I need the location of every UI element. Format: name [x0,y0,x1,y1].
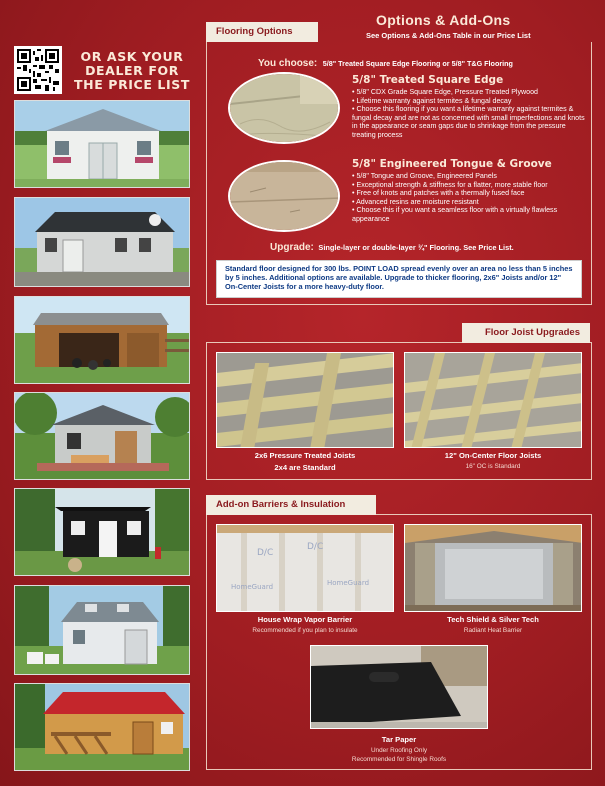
qr-code-icon [17,49,59,91]
tar-paper-photo [310,645,488,729]
you-choose-line [258,58,513,69]
ask-dealer-text: OR ASK YOUR DEALER FOR THE PRICE LIST [74,49,190,92]
tab-barriers-insulation: Add-on Barriers & Insulation [206,495,376,515]
qr-code[interactable] [14,46,62,94]
upgrade-text: Single-layer or double-layer ¾" Flooring. See Price List. [318,243,514,252]
svg-text:HomeGuard: HomeGuard [231,583,274,591]
joist-12oc-photo [404,352,582,448]
tar-paper-sub2: Recommended for Shingle Roofs [351,756,447,763]
tech-shield-caption: Tech Shield & Silver Tech [447,615,539,624]
square-edge-floor-photo [228,72,340,144]
shed-photo-black-modern [14,488,190,576]
list-item: • Advanced resins are moisture resistant [352,198,588,207]
you-choose-text: 5/8" Treated Square Edge Flooring or 5/8" T&G Flooring [322,59,513,68]
page-title: Options & Add-Ons [376,12,511,28]
list-item: • 5/8" Tongue and Groove, Engineered Panels [352,172,588,181]
list-item: • Exceptional strength & stiffness for a flatter, more stable floor [352,181,588,190]
tech-shield-sub: Radiant Heat Barrier [463,627,523,634]
joist-2x6-sub: 2x4 are Standard [274,463,336,472]
list-item: • 5/8" CDX Grade Square Edge, Pressure Treated Plywood [352,88,588,97]
joist-2x6-photo [216,352,394,448]
tongue-groove-bullets [352,172,588,224]
list-item: • Free of knots and patches with a thermally fused face [352,189,588,198]
square-edge-title: 5/8" Treated Square Edge [352,74,504,86]
you-choose-label: You choose: [258,58,318,69]
tongue-groove-floor-photo [228,160,340,232]
tongue-groove-title: 5/8" Engineered Tongue & Groove [352,158,552,170]
tab-floor-joist-upgrades: Floor Joist Upgrades [462,323,590,343]
shed-photo-gray-gambrel [14,197,190,287]
page-subtitle: See Options & Add-Ons Table in our Price List [366,31,531,40]
list-item: • Lifetime warranty against termites & fungal decay [352,97,588,106]
list-item: • Choose this if you want a seamless floor with a virtually flawless appearance [352,206,588,223]
joist-12oc-sub: 16" OC is Standard [465,463,521,470]
list-item: • Choose this flooring if you want a lifetime warranty against termites & fungal decay and are not as concerned with small imperfections and knots in the appearance or seam gaps due to shrinkage from the pressure treating process [352,105,588,139]
floor-notice-box: Standard floor designed for 300 lbs. POINT LOAD spread evenly over an area no less than 5 inches by 5 inches. Additional options are available. Upgrade to thicker flooring, 2x6" Joists and/or 12" On-Center Joists for a more heavy-duty floor. [216,260,582,298]
joist-12oc-caption: 12" On-Center Floor Joists [444,451,542,460]
shed-photo-white-dormer [14,585,190,675]
tar-paper-sub: Under Roofing Only [370,747,428,754]
shed-photo-red-roof-cabin [14,683,190,771]
svg-text:D/C: D/C [307,542,324,552]
upgrade-line [270,242,514,253]
svg-text:HomeGuard: HomeGuard [327,579,370,587]
tar-paper-caption: Tar Paper [381,735,417,744]
svg-text:D/C: D/C [257,548,274,558]
tech-shield-photo [404,524,582,612]
upgrade-label: Upgrade: [270,242,314,253]
shed-photo-white-barn [14,100,190,188]
joist-2x6-caption: 2x6 Pressure Treated Joists [254,451,356,460]
square-edge-bullets [352,88,588,140]
house-wrap-sub: Recommended if you plan to insulate [252,627,358,634]
shed-photo-cottage-porch [14,392,190,480]
house-wrap-photo [216,524,394,612]
tab-flooring-options: Flooring Options [206,22,318,42]
shed-photo-run-in [14,296,190,384]
house-wrap-caption: House Wrap Vapor Barrier [257,615,353,624]
